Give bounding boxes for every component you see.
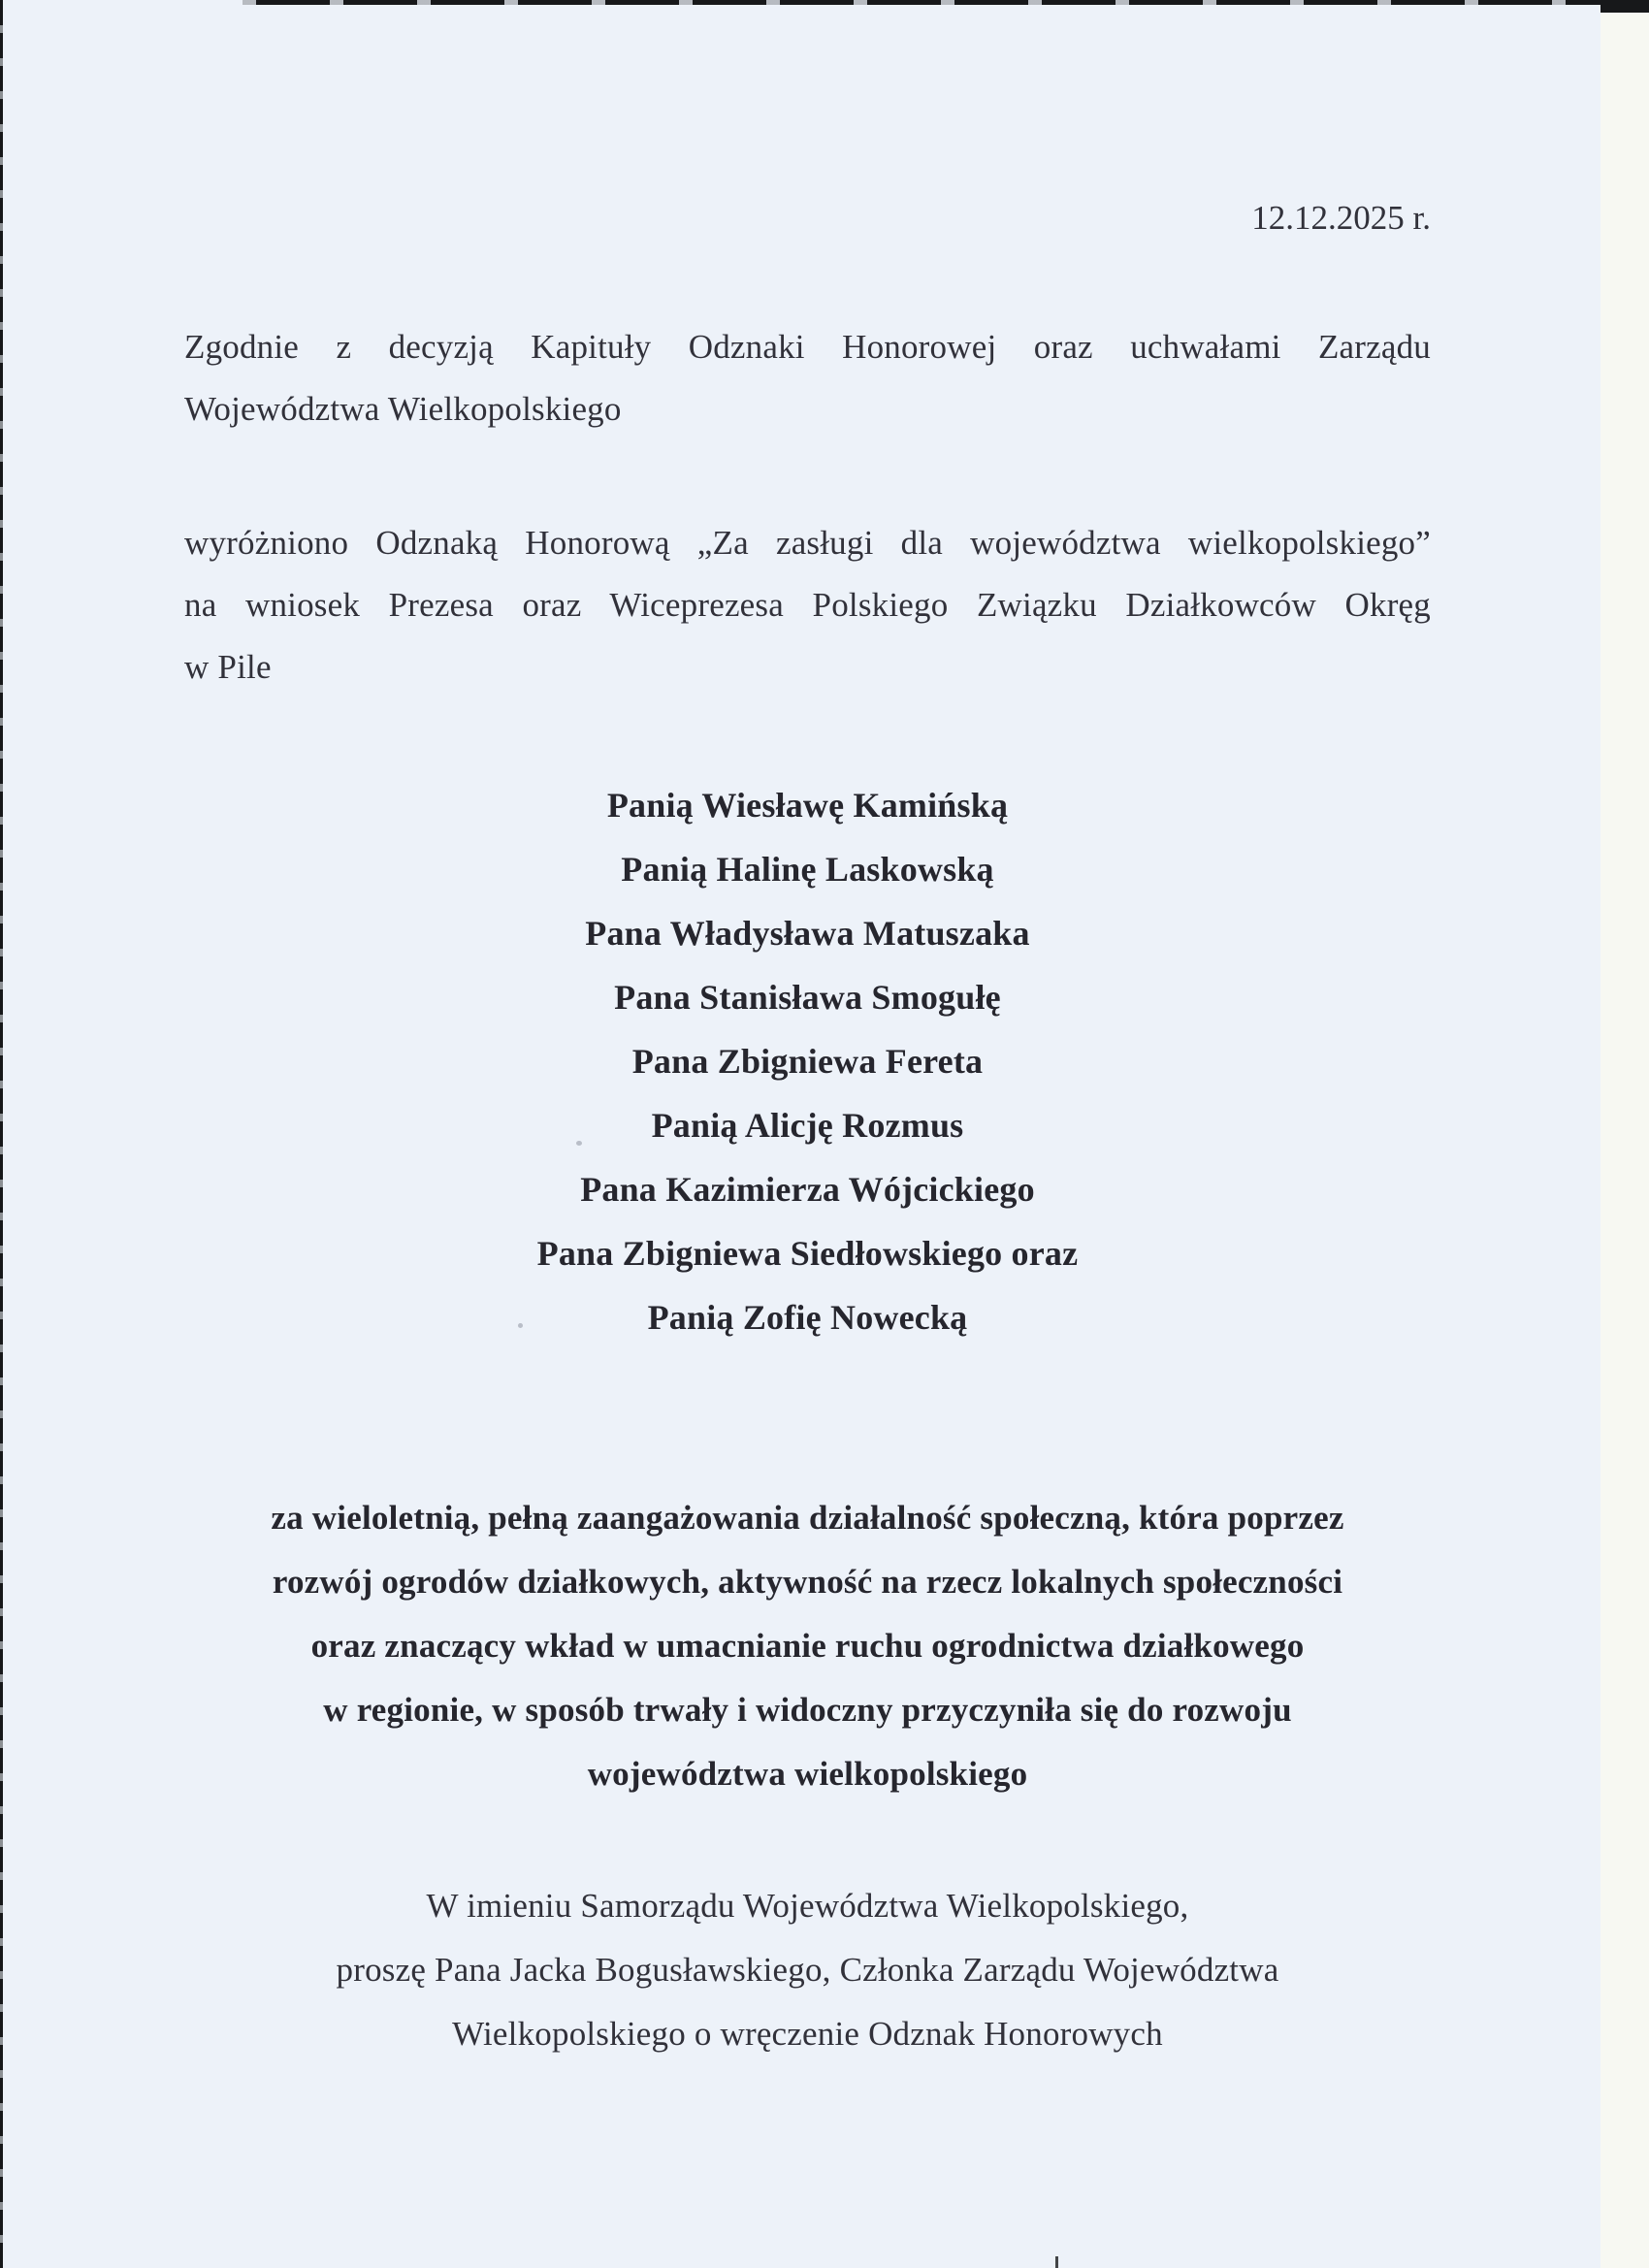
paragraph-line: Województwa Wielkopolskiego xyxy=(184,390,622,428)
closing-paragraph xyxy=(184,1874,1431,2066)
document-date: 12.12.2025 r. xyxy=(1251,199,1431,237)
award-paragraph xyxy=(184,512,1431,698)
closing-line: proszę Pana Jacka Bogusławskiego, Członka Zarządu Województwa xyxy=(336,1951,1279,1989)
recipient-name: Pana Zbigniewa Fereta xyxy=(631,1042,984,1081)
citation-line: województwa wielkopolskiego xyxy=(587,1755,1028,1793)
paragraph-line: wyróżniono Odznaką Honorową „Za zasługi dla województwa wielkopolskiego” xyxy=(184,524,1431,562)
scan-artifact-left-line xyxy=(0,0,3,2268)
recipients-list xyxy=(184,773,1431,1349)
closing-line: W imieniu Samorządu Województwa Wielkopolskiego, xyxy=(426,1887,1189,1925)
closing-line: Wielkopolskiego o wręczenie Odznak Honorowych xyxy=(452,2015,1163,2053)
citation-paragraph xyxy=(184,1486,1431,1806)
citation-line: oraz znaczący wkład w umacnianie ruchu ogrodnictwa działkowego xyxy=(310,1627,1305,1665)
recipient-name: Panią Zofię Nowecką xyxy=(647,1298,968,1337)
recipient-name: Pana Zbigniewa Siedłowskiego oraz xyxy=(536,1234,1079,1273)
recipient-name: Pana Władysława Matuszaka xyxy=(585,914,1030,953)
recipient-name: Pana Kazimierza Wójcickiego xyxy=(580,1170,1035,1209)
paragraph-line: Zgodnie z decyzją Kapituły Odznaki Honorowej oraz uchwałami Zarządu xyxy=(184,328,1431,366)
citation-line: za wieloletnią, pełną zaangażowania działalność społeczną, która poprzez xyxy=(271,1499,1344,1537)
recipient-name: Panią Wiesławę Kamińską xyxy=(606,786,1009,825)
citation-line: rozwój ogrodów działkowych, aktywność na rzecz lokalnych społeczności xyxy=(272,1563,1343,1601)
recipient-name: Pana Stanisława Smogułę xyxy=(614,978,1001,1017)
recipient-name: Panią Halinę Laskowską xyxy=(621,850,994,889)
paragraph-line: na wniosek Prezesa oraz Wiceprezesa Polskiego Związku Działkowców Okręg xyxy=(184,586,1431,624)
recipient-name: Panią Alicję Rozmus xyxy=(651,1106,964,1145)
scan-artifact-right-strip xyxy=(1600,13,1649,2268)
opening-paragraph xyxy=(184,316,1431,440)
scan-artifact-bottom-tick xyxy=(1055,2256,1058,2268)
citation-line: w regionie, w sposób trwały i widoczny przyczyniła się do rozwoju xyxy=(323,1691,1292,1729)
paragraph-line: w Pile xyxy=(184,648,272,686)
scan-artifact-top-right-block xyxy=(1600,0,1649,13)
scan-artifact-top-line xyxy=(242,0,1605,5)
